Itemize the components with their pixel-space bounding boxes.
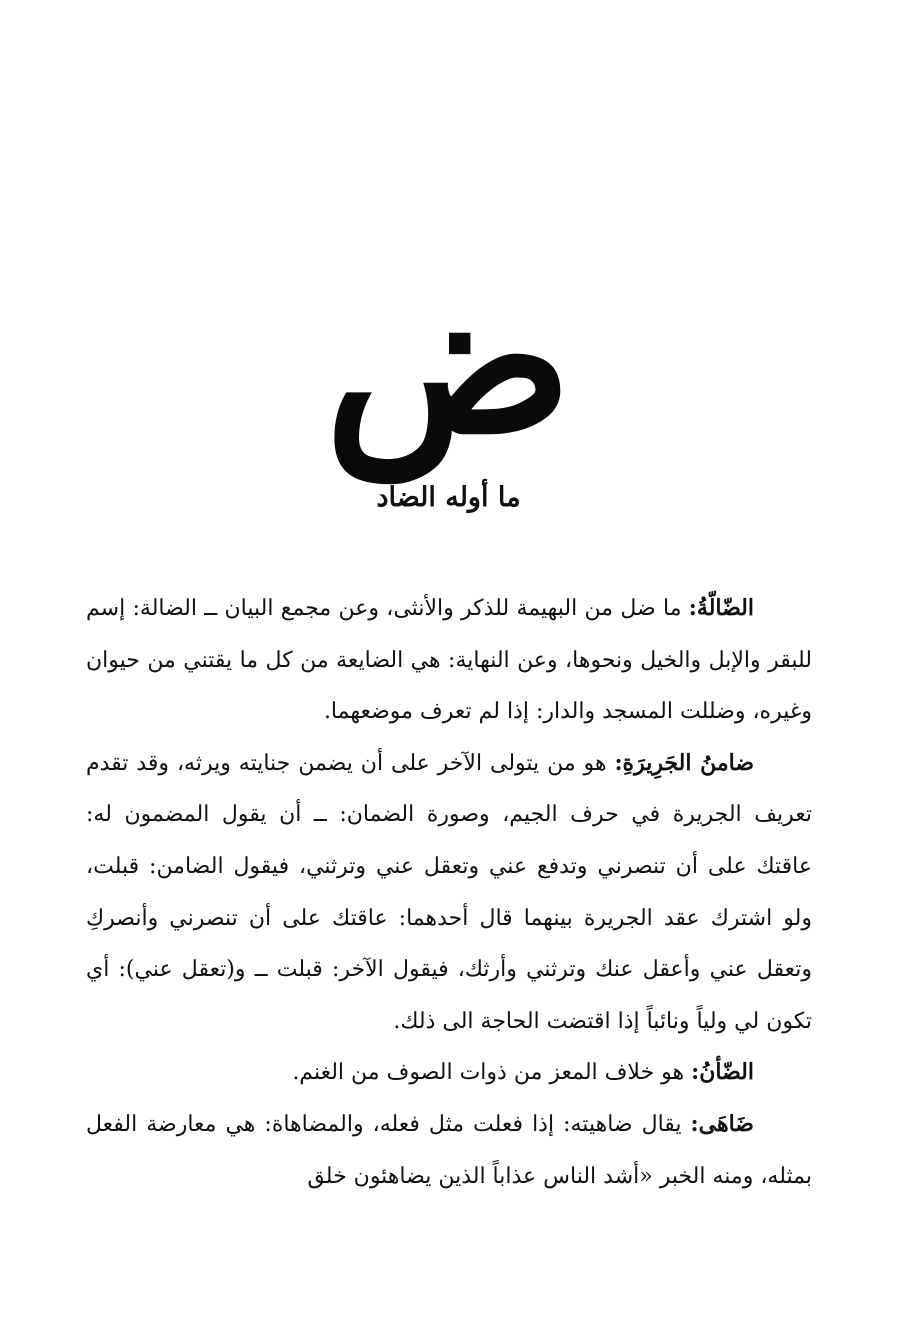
- entry-daha: [86, 1099, 812, 1202]
- entry-damin-al-jarira: [86, 738, 812, 1048]
- entry-definition: هو خلاف المعز من ذوات الصوف من الغنم.: [292, 1060, 692, 1086]
- entry-term: ضَاهَى:: [690, 1110, 754, 1137]
- entry-daan: [86, 1047, 812, 1099]
- entry-definition: ما ضل من البهيمة للذكر والأنثى، وعن مجمع البيان ــ الضالة: إسم للبقر والإبل والخيل ونحوها، وعن النهاية: هي الضايعة من كل ما يقتني من حيوان وغيره، وضللت المسجد والدار: إذا لم تعرف موضعهما.: [86, 596, 812, 725]
- entry-term: ضامنُ الجَرِيرَةِ:: [614, 749, 755, 776]
- chapter-letter: ض: [324, 240, 573, 480]
- entry-dalla: [86, 583, 812, 738]
- entry-definition: يقال ضاهيته: إذا فعلت مثل فعله، والمضاهاة: هي معارضة الفعل بمثله، ومنه الخبر «أشد الناس عذاباً الذين يضاهئون خلق: [86, 1111, 812, 1189]
- entries-body: [86, 583, 812, 1202]
- entry-term: الضّأنُ:: [691, 1059, 754, 1086]
- chapter-title: ما أوله الضاد: [376, 482, 521, 513]
- entry-term: الضّالّةُ:: [688, 595, 754, 621]
- entry-definition: هو من يتولى الآخر على أن يضمن جنايته ويرثه، وقد تقدم تعريف الجريرة في حرف الجيم، وصورة الضمان: ــ أن يقول المضمون له: عاقتك على أن تنصرني وتدفع عني وتعقل عني وترثني، فيقول الضامن: قبلت، ولو اشترك عقد الجريرة بينهما قال أحدهما: عاقتك على أن تنصرني وأنصركِ وتعقل عني وأعقل عنك وترثني وأرثك، فيقول الآخر: قبلت ــ و(تعقل عني): أي تكون لي ولياً ونائباً إذا اقتضت الحاجة الى ذلك.: [86, 750, 812, 1034]
